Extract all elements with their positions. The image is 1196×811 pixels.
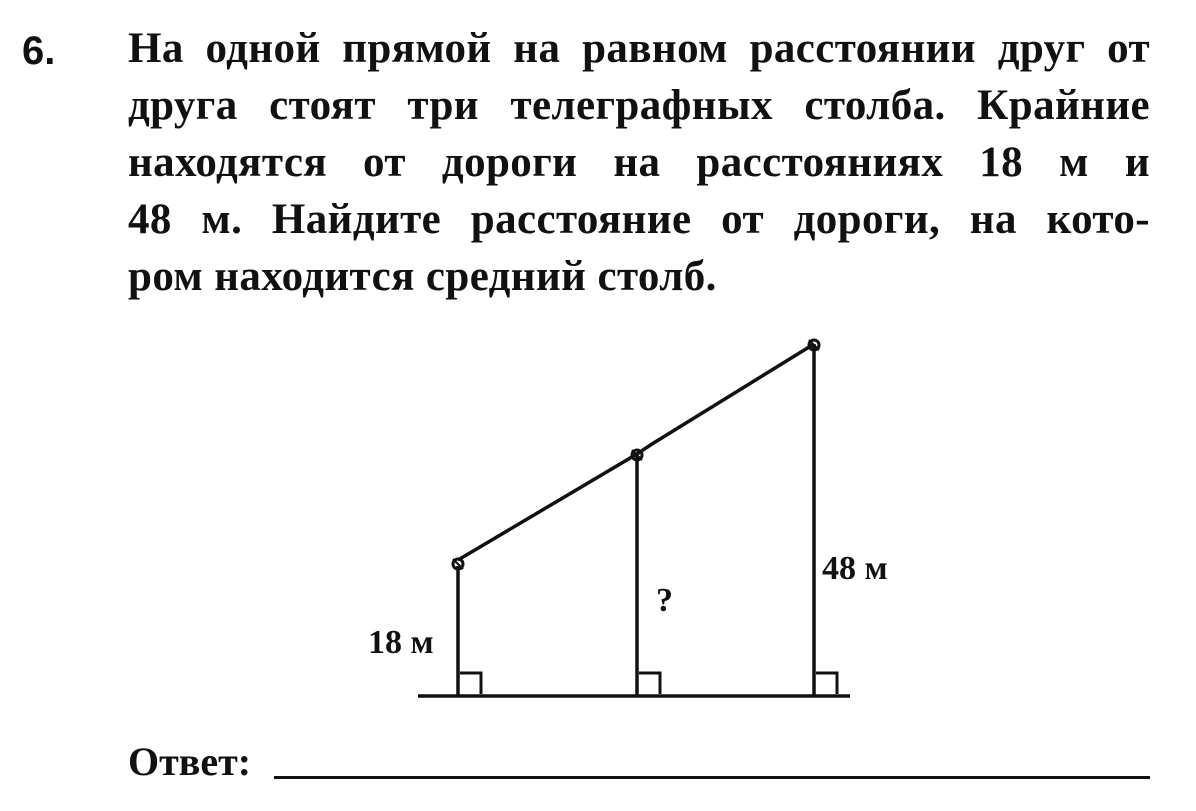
right-angle-mark	[816, 673, 837, 694]
middle-pole-top-icon	[632, 450, 642, 460]
right-pole-label: 48 м	[822, 550, 888, 587]
left-pole-label: 18 м	[368, 624, 434, 661]
problem-text-line: находятся от дороги на расстояниях 18 м и	[128, 139, 1150, 186]
left-pole-top-icon	[453, 559, 463, 569]
problem-text-line: На одной прямой на равном расстоянии друг от	[128, 25, 1150, 72]
answer-label: Ответ:	[128, 739, 252, 784]
problem-text-line: ром находится средний столб.	[128, 253, 717, 300]
problem-text-line: друга стоят три телеграфных столба. Крайние	[128, 82, 1150, 129]
problem-text-line: 48 м. Найдите расстояние от дороги, на кото-	[128, 196, 1150, 243]
right-pole-top-icon	[809, 340, 819, 350]
answer-input-line[interactable]	[274, 776, 1150, 779]
problem-number: 6.	[22, 29, 56, 73]
middle-pole-label: ?	[656, 582, 673, 619]
right-angle-mark	[460, 673, 481, 694]
right-angle-mark	[639, 673, 660, 694]
